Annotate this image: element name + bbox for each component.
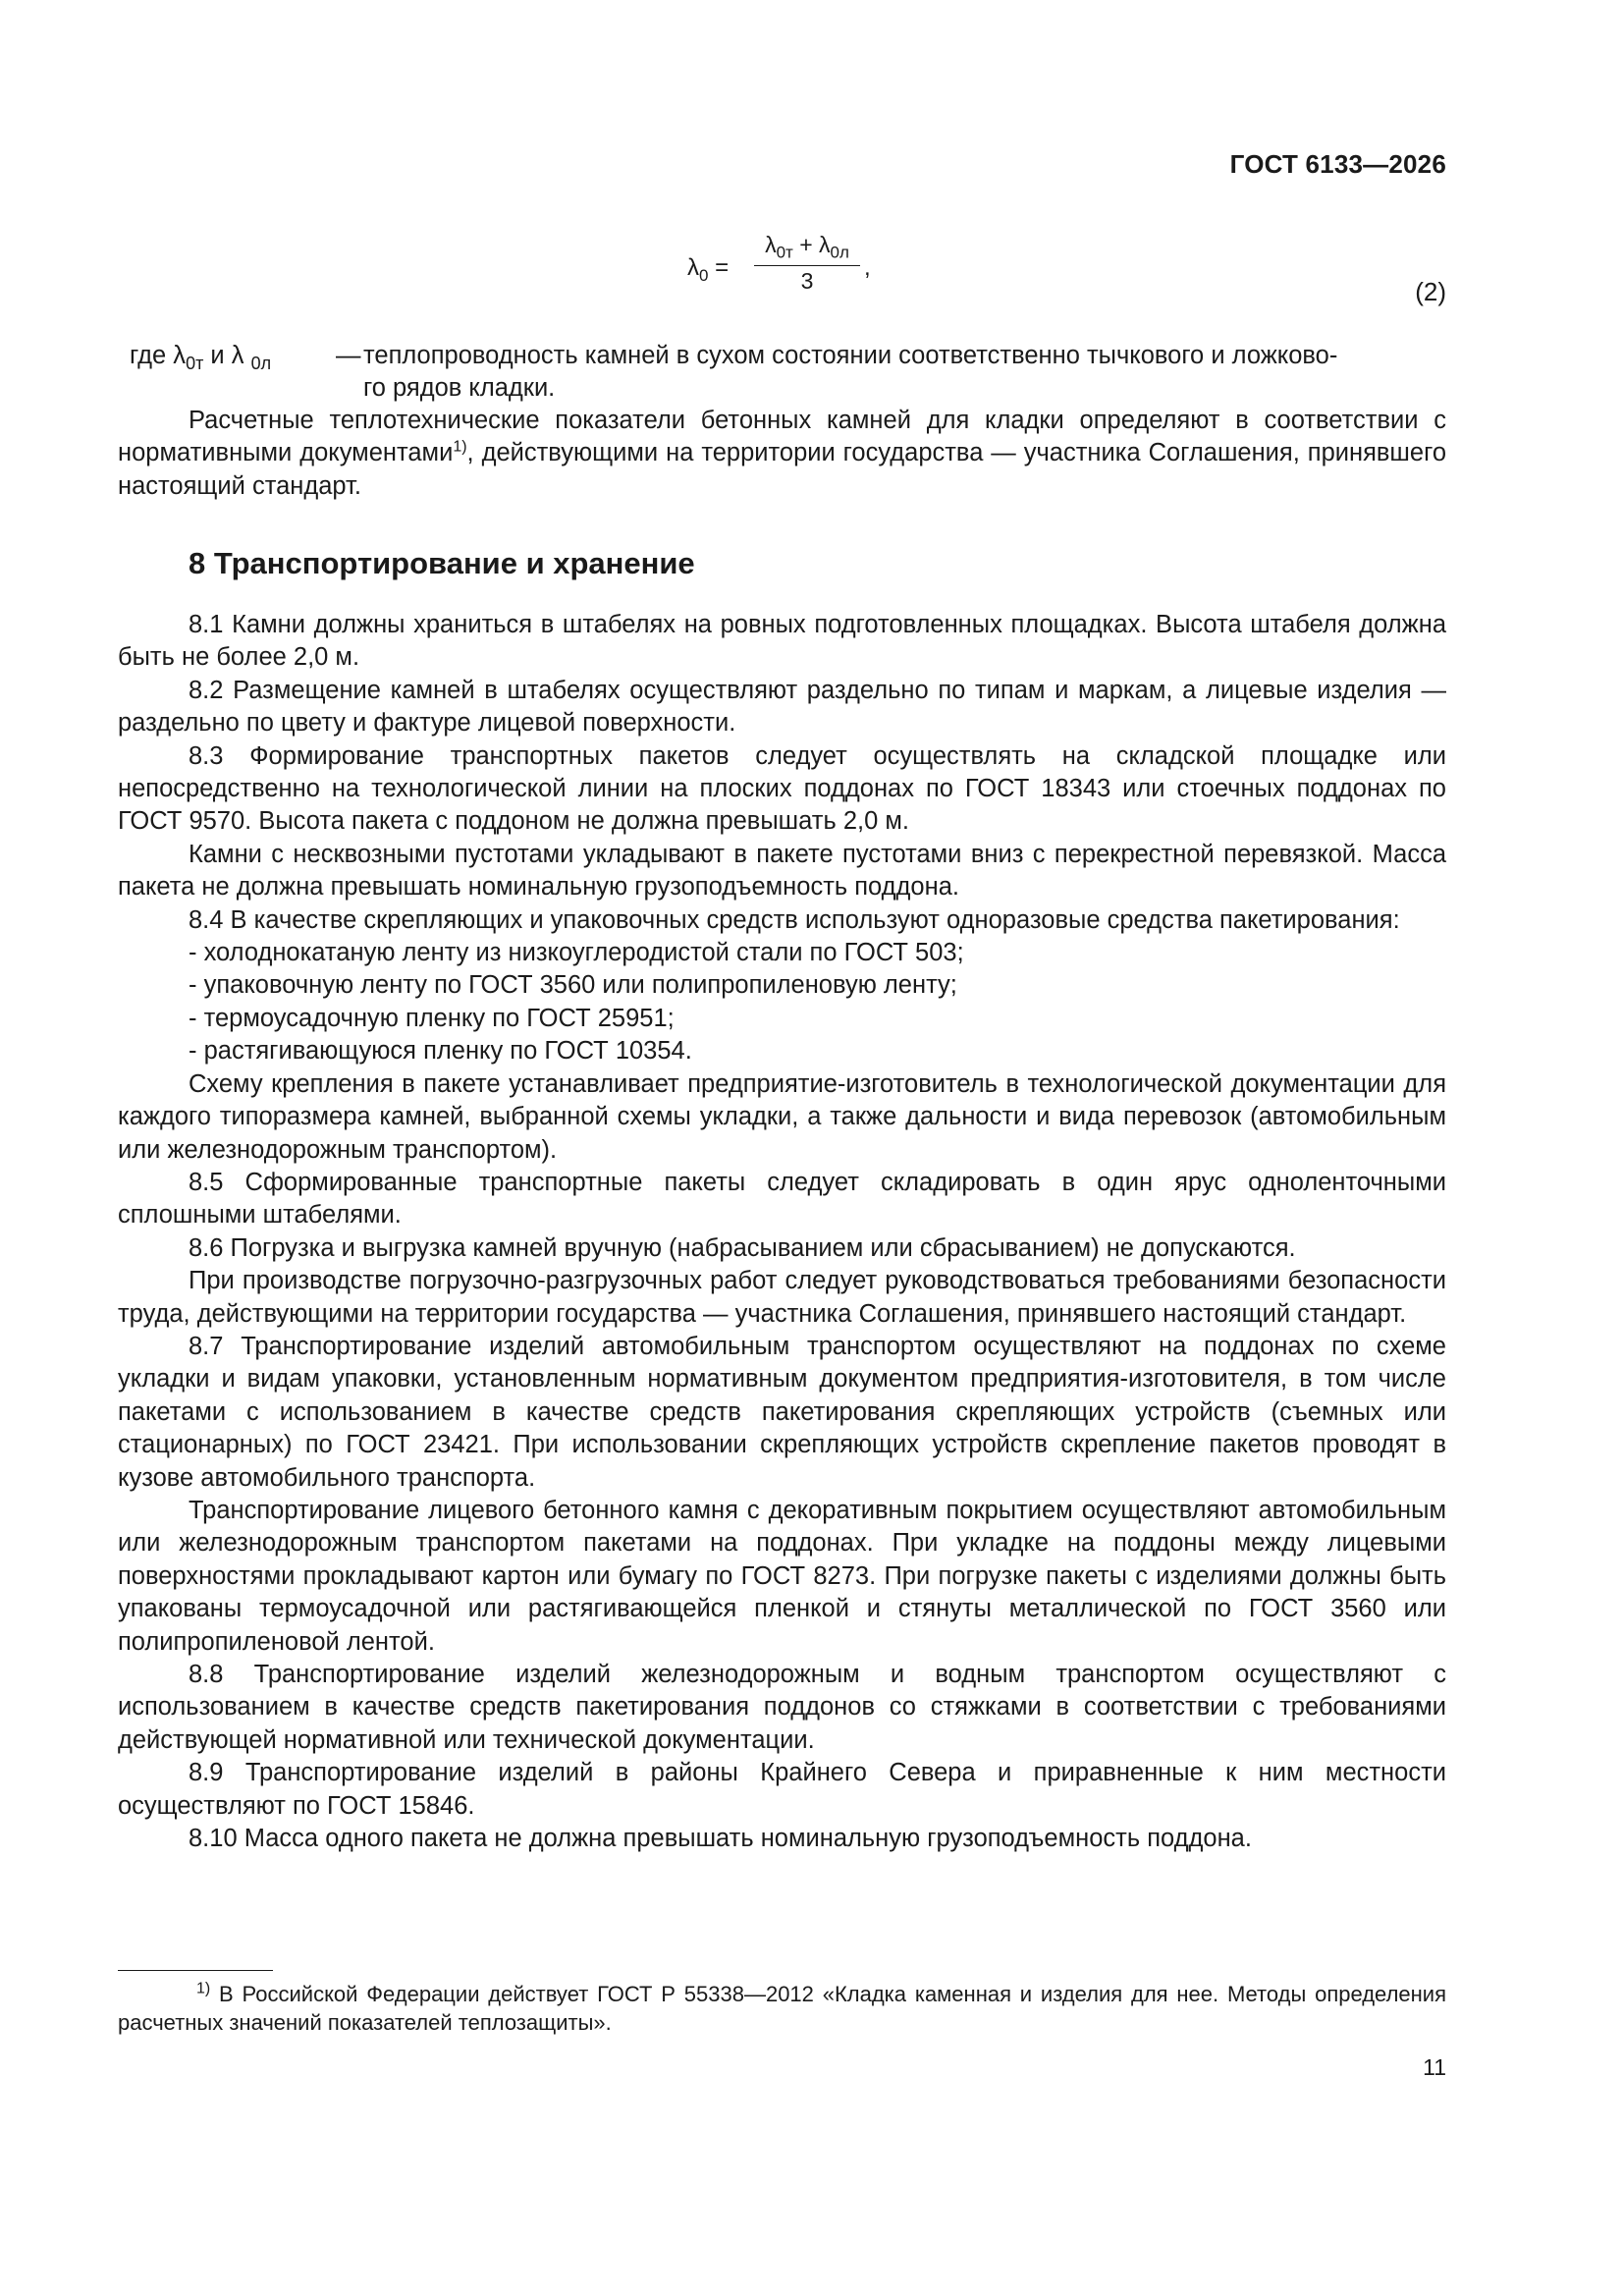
footnote-text: В Российской Федерации действует ГОСТ Р 55338—2012 «Кладка каменная и изделия для нее. Методы определения расчетных значений показателей теплозащиты». (118, 1982, 1446, 2035)
formula-lhs: $\lambda_0$ = (687, 254, 730, 285)
paragraph: 8.4 В качестве скрепляющих и упаковочных средств используют одноразовые средства пакетирования: (189, 905, 1400, 934)
paragraph: 8.6 Погрузка и выгрузка камней вручную (набрасыванием или сбрасыванием) не допускаются. (189, 1233, 1296, 1262)
footnote-marker: 1) (196, 1980, 211, 1997)
document-code: ГОСТ 6133—2026 (1229, 149, 1446, 179)
where-description: теплопроводность камней в сухом состоянии соответственно тычкового и ложково- го рядов кладки. (363, 342, 1338, 402)
paragraph: 8.3 Формирование транспортных пакетов следует осуществлять на складской площадке или непосредственно на технологической линии на плоских поддонах по ГОСТ 18343 или стоечных поддонах по ГОСТ 9570. Высота пакета с поддоном не должна превышать 2,0 м. (118, 741, 1446, 836)
intro-paragraph-block (118, 405, 1446, 503)
list-item: - упаковочную ленту по ГОСТ 3560 или полипропиленовую ленту; (189, 971, 957, 1000)
paragraph: Схему крепления в пакете устанавливает предприятие-изготовитель в технологической документации для каждого типоразмера камней, выбранной схемы укладки, а также дальности и вида перевозок (автомобильным или железнодорожным транспортом). (118, 1069, 1446, 1164)
paragraph: 8.7 Транспортирование изделий автомобильным транспортом осуществляют на поддонах по схеме укладки и видам упаковки, установленным нормативным документом предприятия-изготовителя, в том числе пакетами с использованием в качестве средств пакетирования скрепляющих устройств (съемных или стационарных) по ГОСТ 23421. При использовании скрепляющих устройств скрепление пакетов проводят в кузове автомобильного транспорта. (118, 1332, 1446, 1492)
where-term: где $\lambda_{0т}$ и λ $_{0л}$ (130, 342, 272, 374)
paragraph: 8.5 Сформированные транспортные пакеты следует складировать в один ярус одноленточными сплошными штабелями. (118, 1168, 1446, 1230)
intro-paragraph: Расчетные теплотехнические показатели бетонных камней для кладки определяют в соответствии с нормативными документами$^{1)}$, действующими на территории государства — участника Соглашения, принявшего настоящий стандарт. (118, 407, 1446, 500)
paragraph: 8.10 Масса одного пакета не должна превышать номинальную грузоподъемность поддона. (189, 1825, 1252, 1853)
formula-numerator: $\lambda_{0т} + \lambda_{0л}$ (754, 232, 860, 266)
section-body (118, 609, 1446, 1855)
section-heading: 8 Транспортирование и хранение (189, 546, 695, 580)
paragraph: При производстве погрузочно-разгрузочных работ следует руководствоваться требованиями безопасности труда, действующими на территории государства — участника Соглашения, принявшего настоящий стандарт. (118, 1267, 1446, 1328)
footnote-separator (118, 1970, 273, 1971)
formula (687, 232, 943, 310)
paragraph: 8.2 Размещение камней в штабелях осуществляют раздельно по типам и маркам, а лицевые изделия — раздельно по цвету и фактуре лицевой поверхности. (118, 676, 1446, 738)
list-item: - термоусадочную пленку по ГОСТ 25951; (189, 1004, 675, 1032)
page-number: 11 (1423, 2054, 1446, 2080)
formula-fraction (754, 232, 860, 295)
where-dash: — (336, 342, 361, 369)
paragraph: 8.9 Транспортирование изделий в районы Крайнего Севера и приравненные к ним местности осуществляют по ГОСТ 15846. (118, 1759, 1446, 1820)
paragraph: Транспортирование лицевого бетонного камня с декоративным покрытием осуществляют автомобильным или железнодорожным транспортом пакетами на поддонах. При укладке на поддоны между лицевыми поверхностями прокладывают картон или бумагу по ГОСТ 8273. При погрузке пакеты с изделиями должны быть упакованы термоусадочной или растягивающейся пленкой и стянуты металлической по ГОСТ 3560 или полипропиленовой лентой. (118, 1496, 1446, 1656)
paragraph: 8.1 Камни должны храниться в штабелях на ровных подготовленных площадках. Высота штабеля должна быть не более 2,0 м. (118, 611, 1446, 672)
footnote-reference: 1) (453, 438, 467, 456)
list-item: - растягивающуюся пленку по ГОСТ 10354. (189, 1037, 692, 1066)
paragraph: 8.8 Транспортирование изделий железнодорожным и водным транспортом осуществляют с использованием в качестве средств пакетирования поддонов со стяжками в соответствии с требованиями действующей нормативной или технической документации. (118, 1661, 1446, 1754)
equation-number: (2) (1415, 277, 1446, 306)
formula-comma: , (864, 254, 871, 281)
formula-denominator: 3 (800, 267, 814, 294)
paragraph: Камни с несквозными пустотами укладывают в пакете пустотами вниз с перекрестной перевязкой. Масса пакета не должна превышать номинальную грузоподъемность поддона. (118, 840, 1446, 902)
footnote (118, 1980, 1446, 2037)
list-item: - холоднокатаную ленту из низкоуглеродистой стали по ГОСТ 503; (189, 939, 964, 967)
